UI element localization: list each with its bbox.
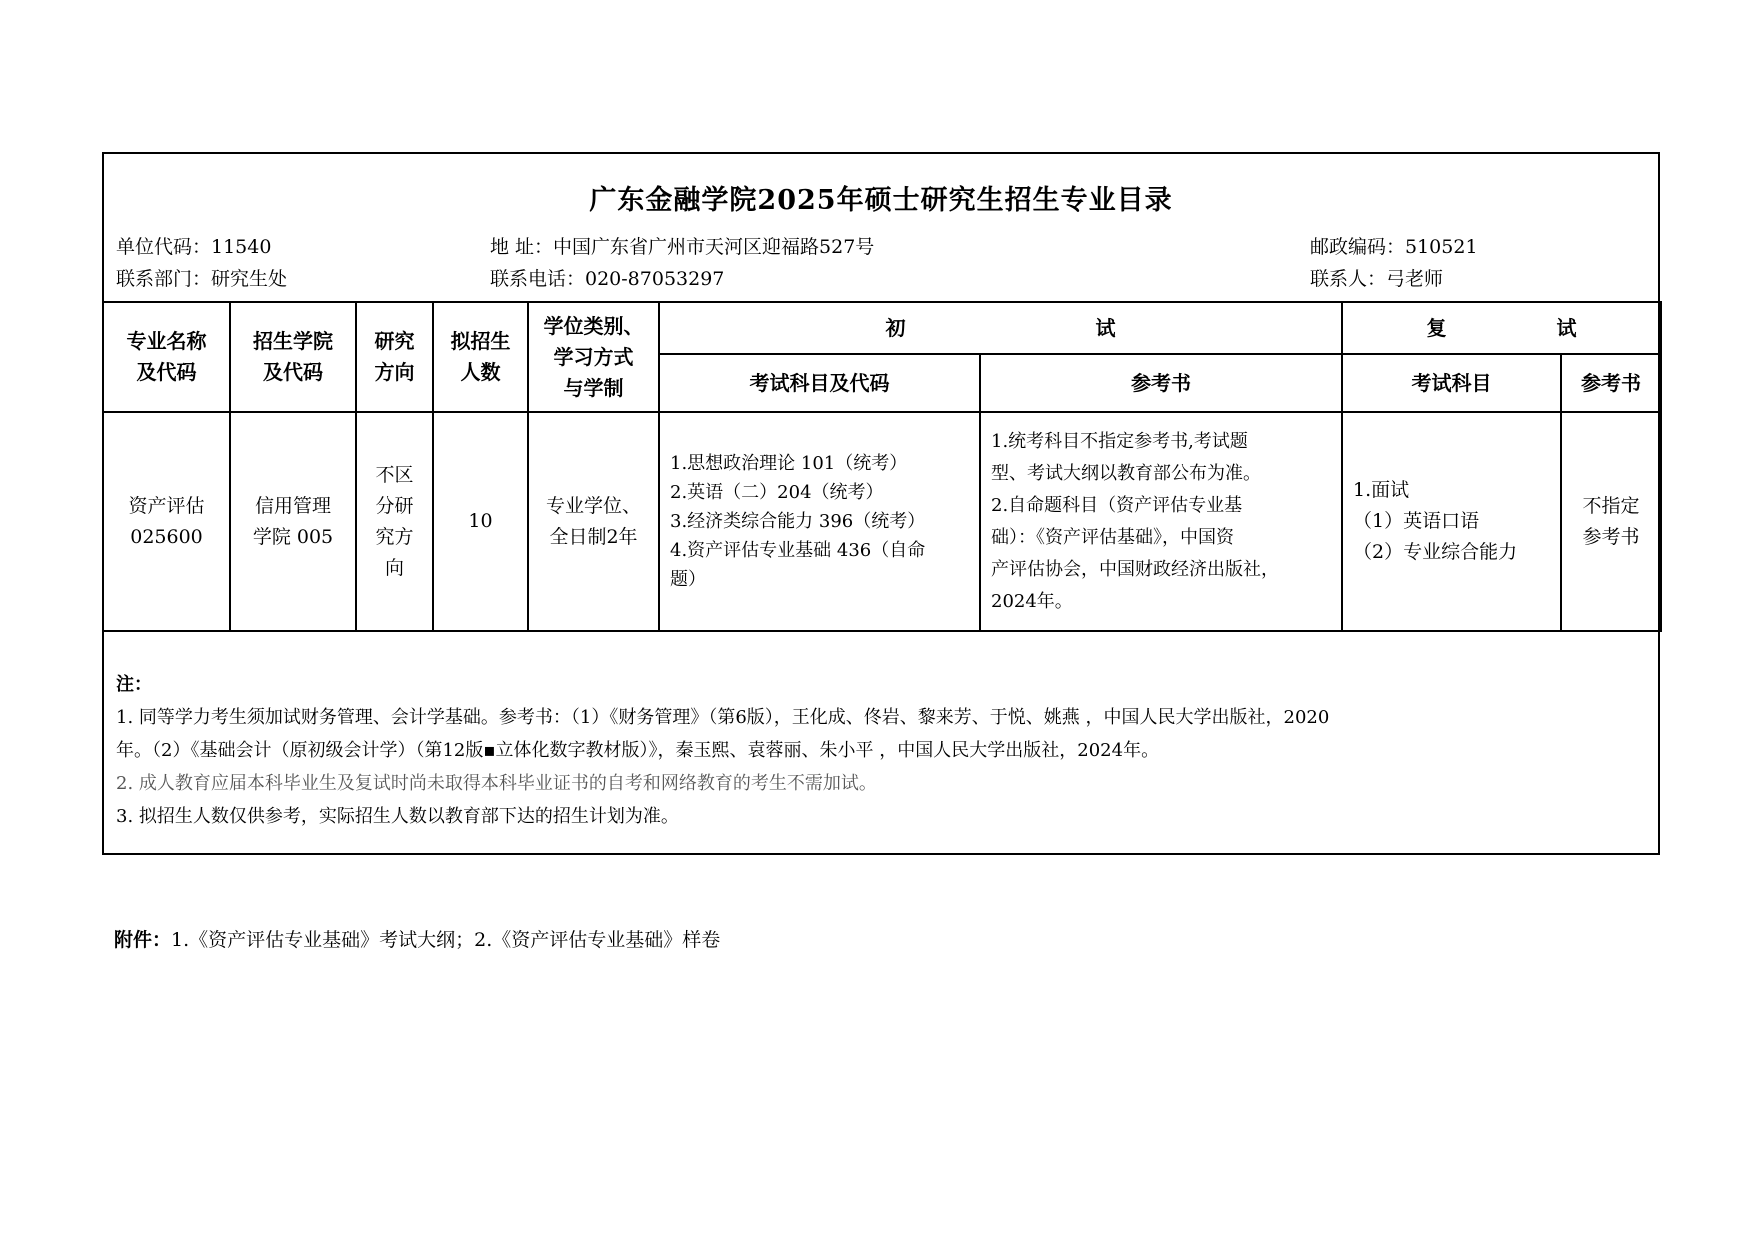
catalog-frame [102, 152, 1660, 855]
postcode: 邮政编码：510521 [1310, 236, 1478, 258]
header-major: 专业名称 及代码 [103, 302, 230, 412]
cell-quota: 10 [433, 412, 528, 631]
catalog-table [102, 301, 1662, 632]
unit-code: 单位代码：11540 [116, 236, 272, 258]
header-retest-books: 参考书 [1561, 354, 1661, 412]
contact: 联系人：弓老师 [1310, 268, 1444, 290]
header-prelim: 初 试 [659, 302, 1342, 354]
notes-title: 注： [116, 674, 152, 695]
header-prelim-books: 参考书 [980, 354, 1342, 412]
cell-retest-subjects: 1.面试 （1）英语口语 （2）专业综合能力 [1342, 412, 1561, 631]
cell-degree: 专业学位、 全日制2年 [528, 412, 659, 631]
attachment-line [114, 925, 720, 952]
phone: 联系电话：020-87053297 [490, 268, 725, 290]
page-title: 广东金融学院2025年硕士研究生招生专业目录 [589, 185, 1173, 216]
department: 联系部门：研究生处 [116, 268, 288, 290]
cell-major: 资产评估 025600 [103, 412, 230, 631]
note-2: 2. 成人教育应届本科毕业生及复试时尚未取得本科毕业证书的自考和网络教育的考生不需加试。 [116, 773, 877, 794]
header-college: 招生学院 及代码 [230, 302, 356, 412]
note-1b: 年。（2）《基础会计（原初级会计学）（第12版▪立体化数字教材版）》，秦玉熙、袁蓉丽、朱小平 ，中国人民大学出版社，2024年。 [116, 740, 1160, 761]
attachment-text: 1.《资产评估专业基础》考试大纲；2.《资产评估专业基础》样卷 [171, 929, 721, 951]
header-quota: 拟招生 人数 [433, 302, 528, 412]
cell-retest-books: 不指定 参考书 [1561, 412, 1661, 631]
note-3: 3. 拟招生人数仅供参考，实际招生人数以教育部下达的招生计划为准。 [116, 806, 679, 827]
cell-books: 1.统考科目不指定参考书,考试题 型、考试大纲以教育部公布为准。 2.自命题科目（资产评估专业基 础）：《资产评估基础》，中国资 产评估协会，中国财政经济出版社， 2024年。 [980, 412, 1342, 631]
header-retest-subjects: 考试科目 [1342, 354, 1561, 412]
notes-section [116, 668, 1648, 833]
header-degree: 学位类别、 学习方式 与学制 [528, 302, 659, 412]
cell-college: 信用管理 学院 005 [230, 412, 356, 631]
note-1a: 1. 同等学力考生须加试财务管理、会计学基础。参考书：（1）《财务管理》（第6版），王化成、佟岩、黎来芳、于悦、姚燕 ，中国人民大学出版社，2020 [116, 707, 1330, 728]
header-prelim-subjects: 考试科目及代码 [659, 354, 980, 412]
address: 地 址：中国广东省广州市天河区迎福路527号 [490, 236, 875, 258]
header-direction: 研究 方向 [356, 302, 433, 412]
cell-subjects: 1.思想政治理论 101（统考） 2.英语（二）204（统考） 3.经济类综合能力 396（统考） 4.资产评估专业基础 436（自命 题） [659, 412, 980, 631]
cell-direction: 不区 分研 究方 向 [356, 412, 433, 631]
header-retest: 复 试 [1342, 302, 1661, 354]
attachment-label: 附件： [114, 929, 172, 951]
